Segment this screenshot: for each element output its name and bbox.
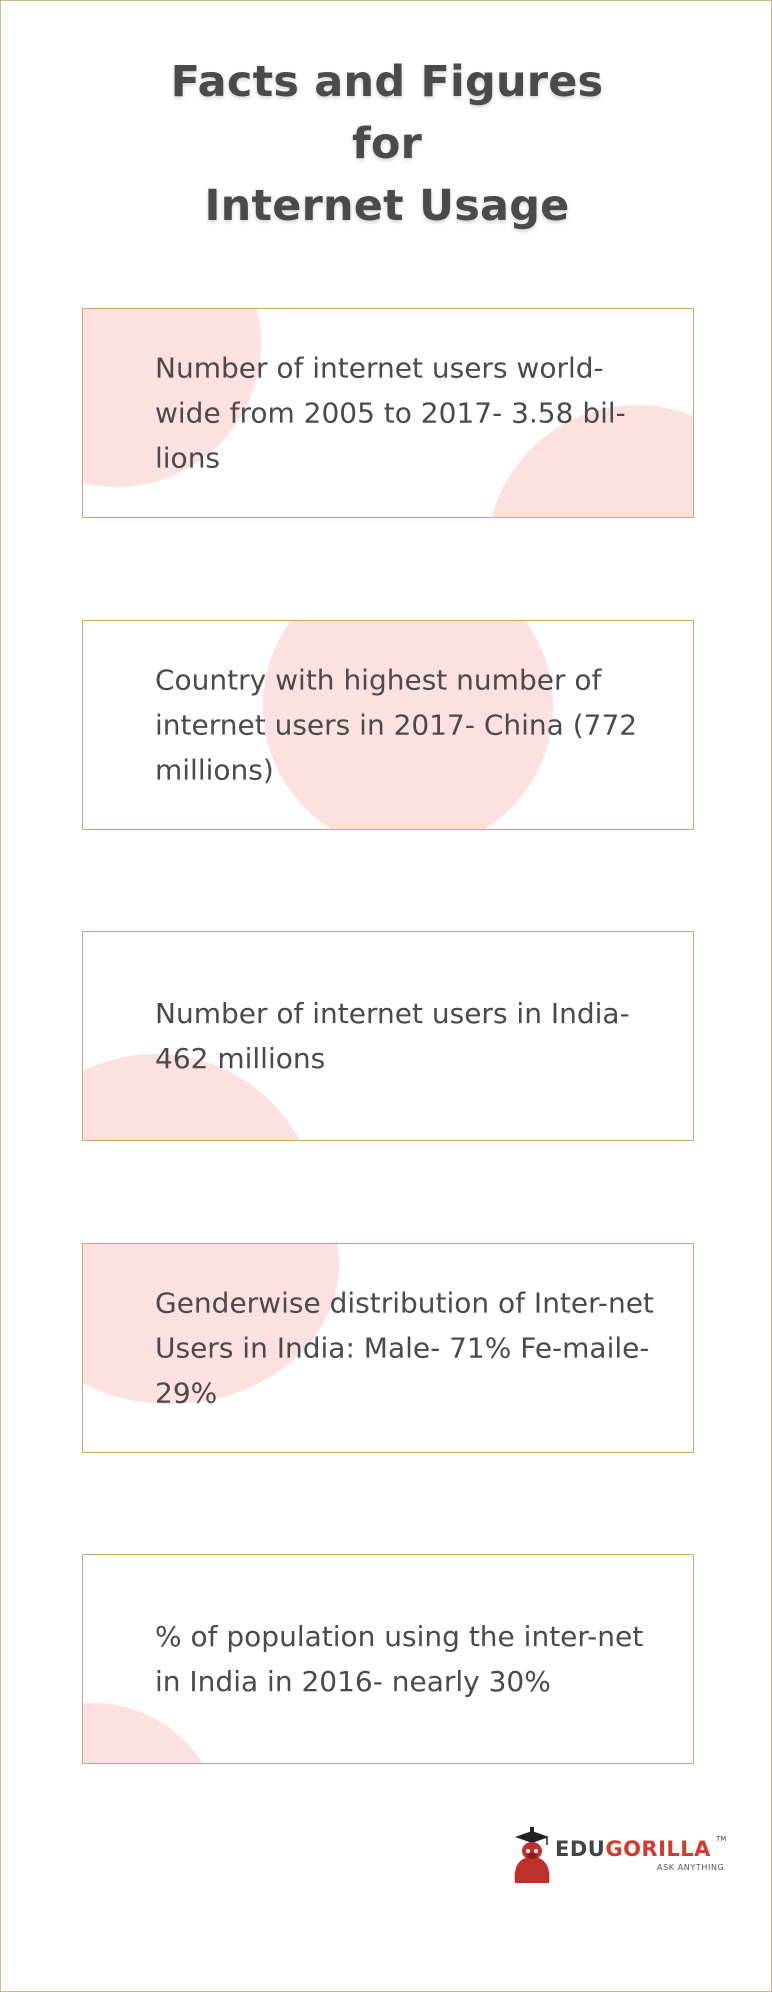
- fact-text-2: Country with highest number of internet users in 2017- China (772 millions): [155, 663, 638, 787]
- logo-word-gorilla: GORILLA: [605, 1837, 711, 1861]
- logo-word-edu: EDU: [555, 1837, 606, 1861]
- logo-trademark: TM: [716, 1835, 727, 1843]
- fact-card-3: [82, 931, 694, 1141]
- fact-card-5: [82, 1554, 694, 1764]
- fact-text-5: % of population using the inter-net in India in 2016- nearly 30%: [155, 1620, 644, 1698]
- logo-tagline: ASK ANYTHING: [657, 1863, 725, 1872]
- fact-text-3: Number of internet users in India- 462 millions: [155, 997, 630, 1075]
- gorilla-icon: [509, 1827, 555, 1883]
- edugorilla-logo[interactable]: [509, 1827, 729, 1883]
- title-line-1: Facts and Figures: [170, 57, 604, 107]
- fact-card-4: [82, 1243, 694, 1453]
- title-line-2: for: [351, 119, 423, 169]
- fact-text-4: Genderwise distribution of Inter-net Users in India: Male- 71% Fe-maile- 29%: [155, 1286, 654, 1410]
- logo-wordmark: [555, 1837, 711, 1861]
- page-title: [1, 51, 772, 237]
- fact-card-2: [82, 620, 694, 830]
- title-line-3: Internet Usage: [204, 181, 570, 231]
- fact-text-1: Number of internet users world-wide from 2005 to 2017- 3.58 bil-lions: [155, 351, 626, 475]
- fact-card-1: [82, 308, 694, 518]
- decorative-circle: [82, 1703, 223, 1764]
